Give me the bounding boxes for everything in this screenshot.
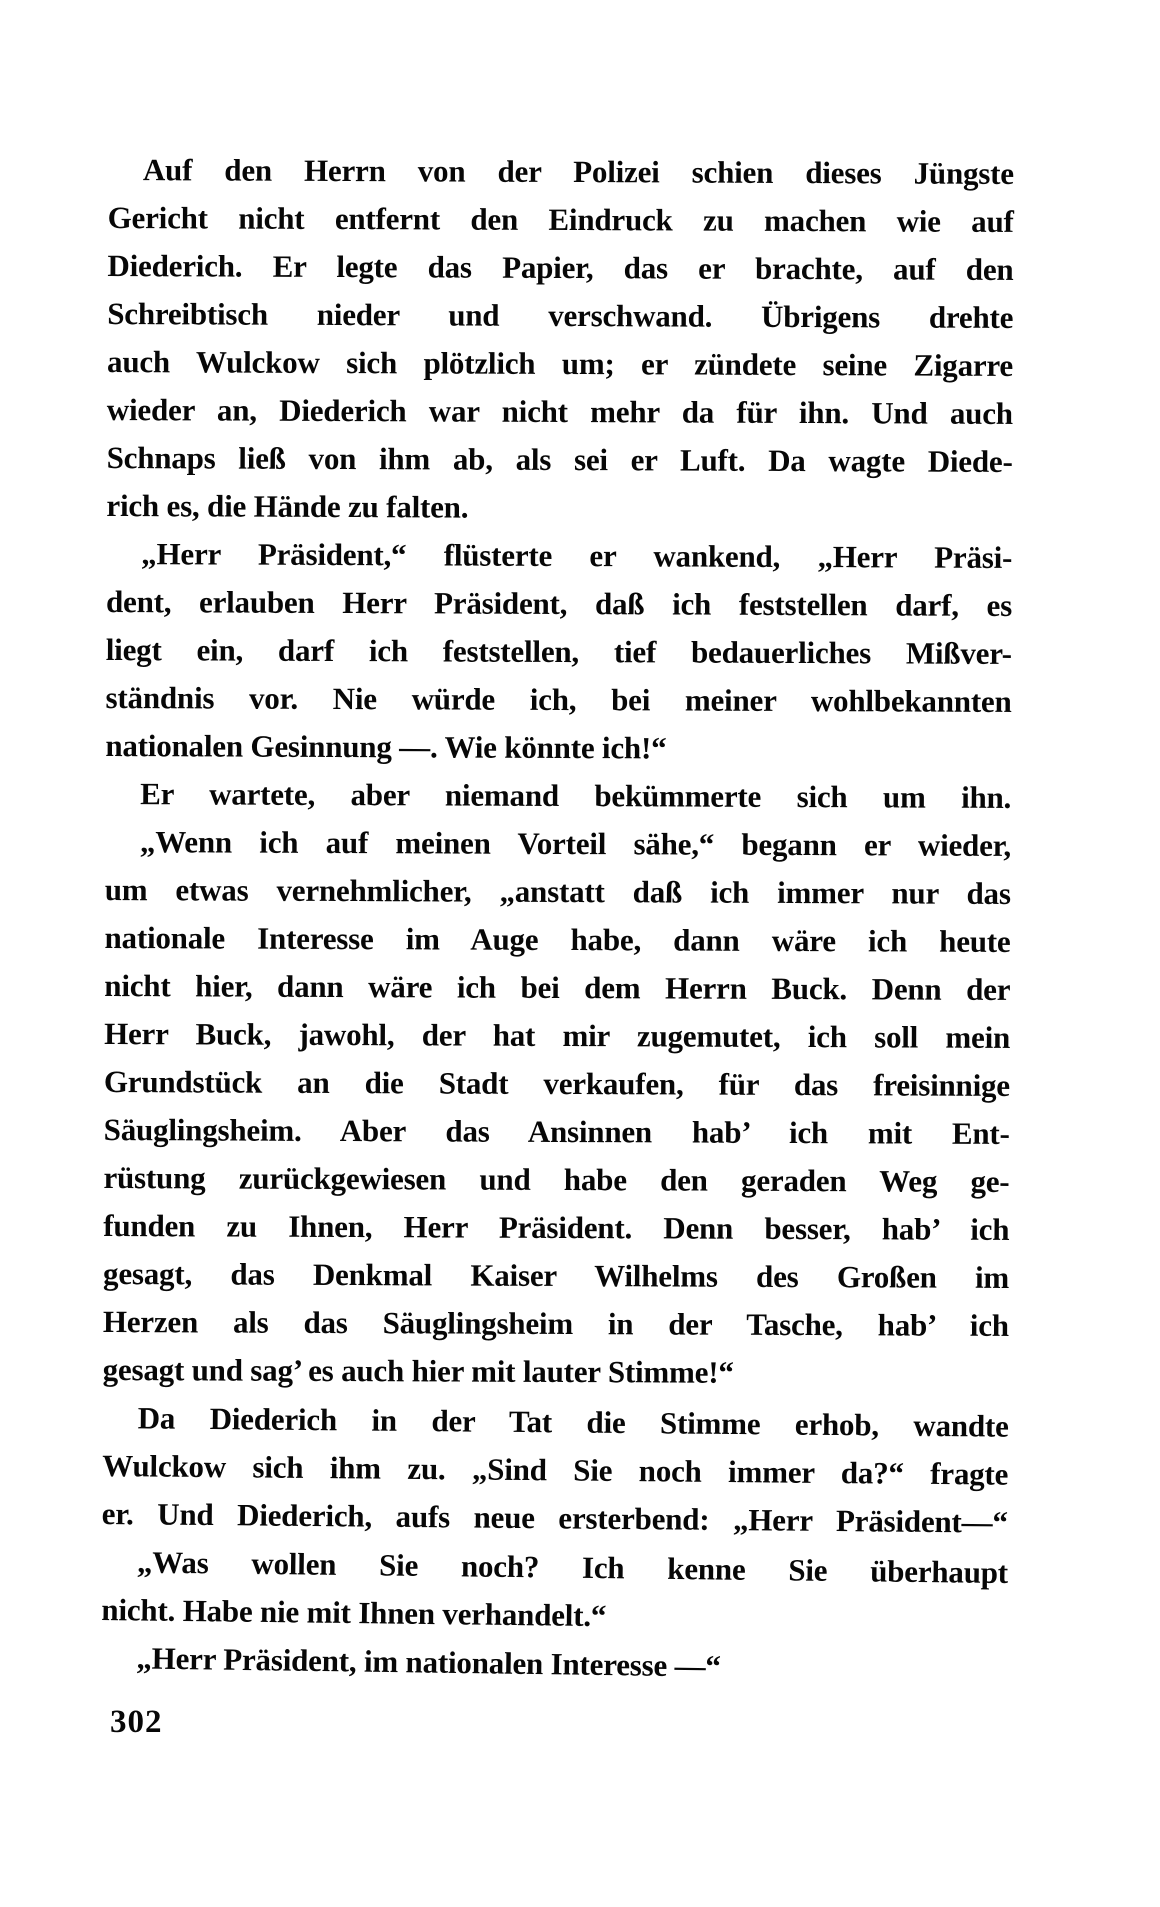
text-line: gesagt, das Denkmal Kaiser Wilhelms des Großen im xyxy=(103,1255,1010,1295)
text-line: nicht. Habe nie mit Ihnen verhandelt.“ xyxy=(101,1591,607,1634)
text-line: Grundstück an die Stadt verkaufen, für das freisinnige xyxy=(103,1063,1010,1103)
paragraph xyxy=(105,770,1011,822)
text-line: nicht hier, dann wäre ich bei dem Herrn Buck. Denn der xyxy=(104,967,1011,1007)
paragraph xyxy=(103,818,1012,1398)
text-line: Diederich. Er legte das Papier, das er brachte, auf den xyxy=(107,247,1014,287)
text-line: nationalen Gesinnung —. Wie könnte ich!“ xyxy=(105,727,667,766)
paragraph xyxy=(101,1538,1008,1645)
text-line: Gericht nicht entfernt den Eindruck zu machen wie auf xyxy=(107,199,1014,239)
text-line: „Was wollen Sie noch? Ich kenne Sie überhaupt xyxy=(136,1544,1009,1591)
text-line: gesagt und sag’ es auch hier mit lauter Stimme!“ xyxy=(102,1351,734,1390)
text-line: funden zu Ihnen, Herr Präsident. Denn besser, hab’ ich xyxy=(103,1207,1010,1247)
text-line: „Wenn ich auf meinen Vorteil sähe,“ begann er wieder, xyxy=(139,824,1012,863)
text-line: nationale Interesse im Auge habe, dann wäre ich heute xyxy=(104,919,1011,959)
text-line: Da Diederich in der Tat die Stimme erhob, wandte xyxy=(137,1400,1009,1444)
text-line: „Herr Präsident,“ flüsterte er wankend, „Herr Präsi- xyxy=(141,536,1013,575)
text-line: Herzen als das Säuglingsheim in der Tasche, hab’ ich xyxy=(102,1303,1009,1343)
text-line: dent, erlauben Herr Präsident, daß ich feststellen darf, es xyxy=(105,583,1013,623)
paragraph xyxy=(106,146,1014,534)
page-number: 302 xyxy=(110,1704,163,1740)
text-line: „Herr Präsident, im nationalen Interesse —“ xyxy=(136,1640,721,1684)
text-line: Auf den Herrn von der Polizei schien dieses Jüngste xyxy=(142,152,1014,191)
text-line: rüstung zurückgewiesen und habe den geraden Weg ge- xyxy=(103,1159,1010,1199)
text-line: auch Wulckow sich plötzlich um; er zündete seine Zigarre xyxy=(106,343,1014,383)
text-line: rich es, die Hände zu falten. xyxy=(106,487,469,525)
text-line: er. Und Diederich, aufs neue ersterbend: „Herr Präsident—“ xyxy=(101,1495,1008,1540)
text-line: um etwas vernehmlicher, „anstatt daß ich immer nur das xyxy=(104,871,1011,911)
text-line: Schnaps ließ von ihm ab, als sei er Luft. Da wagte Diede- xyxy=(106,439,1013,479)
text-line: Säuglingsheim. Aber das Ansinnen hab’ ich mit Ent- xyxy=(103,1111,1010,1151)
text-line: liegt ein, darf ich feststellen, tief bedauerliches Mißver- xyxy=(105,631,1012,671)
text-line: Er wartete, aber niemand bekümmerte sich um ihn. xyxy=(140,776,1012,815)
text-line: Herr Buck, jawohl, der hat mir zugemutet, ich soll mein xyxy=(104,1015,1011,1055)
text-line: wieder an, Diederich war nicht mehr da für ihn. Und auch xyxy=(106,391,1013,431)
page-text-block xyxy=(101,146,1014,1686)
paragraph xyxy=(105,530,1012,774)
paragraph xyxy=(102,1394,1009,1547)
text-line: ständnis vor. Nie würde ich, bei meiner wohlbekannten xyxy=(105,679,1012,719)
text-line: Schreibtisch nieder und verschwand. Übrigens drehte xyxy=(107,295,1014,335)
text-line: Wulckow sich ihm zu. „Sind Sie noch immer da?“ fragte xyxy=(102,1447,1009,1492)
